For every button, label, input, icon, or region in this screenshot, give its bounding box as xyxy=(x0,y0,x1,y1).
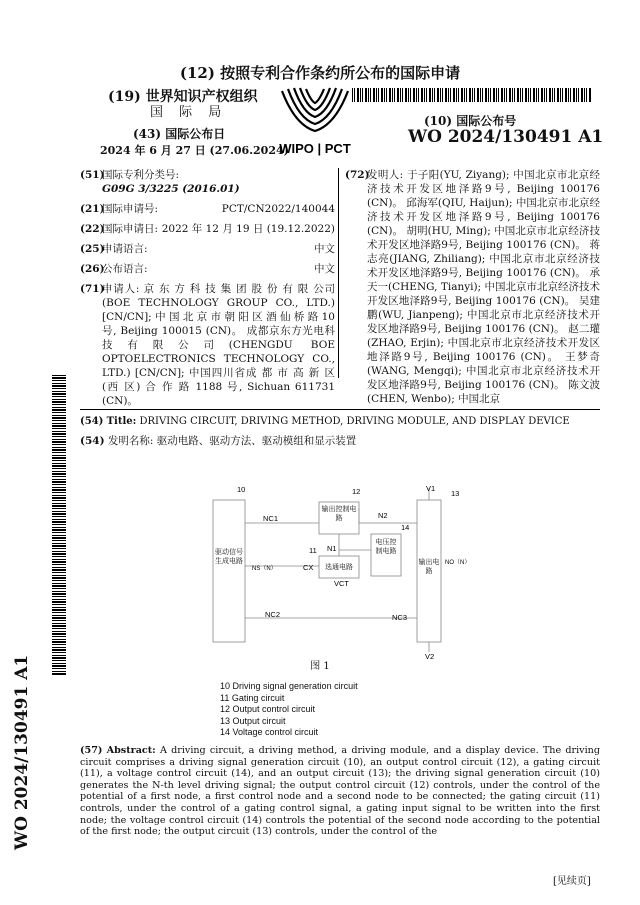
figure-legend xyxy=(220,681,358,739)
svg-text:NS（N）: NS（N） xyxy=(252,566,277,572)
legend-item: 11 Gating circuit xyxy=(220,692,285,703)
pub-number-label: (10) 国际公布号 xyxy=(424,114,517,128)
legend-item: 14 Voltage control circuit xyxy=(220,727,319,737)
inventors-field: (72) 发明人: 于子阳(YU, Ziyang); 中国北京市北京经济技术开发区地泽路9号, Beijing 100176 (CN)。 邱海军(QIU, Haijun); 中国北京市北京经济技术开发区地泽路9号, Beijing 100176 (CN)。 胡明(HU, Ming); 中国北京市北京经济技术开发区地泽路9号, Beijing 100176 (CN)。 蒋志亮(JIANG, Zhiliang); 中国北京市北京经济技术开发区地泽路9号, Beijing 100176 (CN)。 承天一(CHENG, Tianyi); 中国北京市北京经济技术开发区地泽路9号, Beijing 100176 (CN)。 吴建鹏(WU, Jianpeng); 中国北京市北京经济技术开发区地泽路9号, Beijing 100176 (CN)。 赵二瓘(ZHAO, Erjin); 中国北京市北京经济技术开发区地泽路9号, Beijing 100176 (CN)。 王梦奇(WANG, Mengqi); 中国北京市北京经济技术开发区地泽路9号, Beijing 100176 (CN)。 陈文波(CHEN, Wenbo); 中国北京 xyxy=(345,169,601,405)
svg-text:10: 10 xyxy=(237,485,246,494)
field-25: (25) 申请语言: 中文 xyxy=(80,243,335,255)
legend-item: 12 Output control circuit xyxy=(220,704,316,714)
column-divider xyxy=(338,168,339,378)
publication-barcode xyxy=(352,88,592,102)
field-21: (21) 国际申请号: PCT/CN2022/140044 xyxy=(80,203,335,215)
pub-number-value: WO 2024/130491 A1 xyxy=(408,127,604,147)
voltage-control-label: 电压控制电路 xyxy=(375,539,397,555)
svg-text:N2: N2 xyxy=(378,511,388,520)
field-51: (51) 国际专利分类号: G09G 3/3225 (2016.01) xyxy=(80,169,240,195)
field-22: (22) 国际申请日: 2022 年 12 月 19 日 (19.12.2022) xyxy=(80,223,335,235)
abstract: (57) Abstract: A driving circuit, a driving method, a driving module, and a display device. The driving circuit comprises a driving signal generation circuit (10), an output control circuit (12), a gating circuit (11), a voltage control circuit (14), and an output circuit (13); the driving signal generation circuit (10) generates the N-th level driving signal; the output control circuit (12) controls, under the control of the potential of a first node, a first control node and a second node to be connected; the gating circuit (11) controls, under the control of a gating control signal, a gating input signal to be written into the first node; the voltage control circuit (14) controls the potential of the second node according to the potential of the first node; the output circuit (13) controls, under the control of the xyxy=(80,745,600,838)
pub-date-label: (43) 国际公布日 xyxy=(133,127,226,141)
field-26: (26) 公布语言: 中文 xyxy=(80,263,335,275)
svg-text:V2: V2 xyxy=(425,652,435,661)
title-english: (54) Title: DRIVING CIRCUIT, DRIVING METHOD, DRIVING MODULE, AND DISPLAY DEVICE xyxy=(80,416,570,427)
document-type: (12) 按照专利合作条约所公布的国际申请 xyxy=(179,64,461,82)
output-label: 输出电路 xyxy=(418,559,440,575)
svg-text:N1: N1 xyxy=(327,544,337,553)
legend-item: 13 Output circuit xyxy=(220,715,286,726)
org-subname: 国 际 局 xyxy=(150,105,228,120)
circuit-diagram xyxy=(195,478,470,678)
svg-text:12: 12 xyxy=(352,487,361,496)
svg-text:NO（N）: NO（N） xyxy=(445,560,470,566)
svg-text:V1: V1 xyxy=(426,484,436,493)
svg-text:14: 14 xyxy=(401,523,410,532)
svg-text:WIPO | PCT: WIPO | PCT xyxy=(279,141,351,156)
svg-text:11: 11 xyxy=(309,546,317,555)
field-71: (71) 申请人: 京 东 方 科 技 集 团 股 份 有 限 公司(BOE TECHNOLOGY GROUP CO., LTD.) [CN/CN]; 中 国 北 京 市 朝 阳 区 酒 仙 桥 路 10 号, Beijing 100015 (CN)。 成都京东方光电科技有限公司(CHENGDU BOE OPTOELECTRONICS TECHNOLOGY CO., LTD.) [CN/CN]; 中国四川省成 都 市 高 新 区 (西 区) 合 作 路 1188 号, Sichuan 611731 (CN)。 xyxy=(80,283,335,407)
org-name: (19) 世界知识产权组织 xyxy=(108,89,258,105)
figure-caption: 图 1 xyxy=(310,661,330,672)
svg-text:NC2: NC2 xyxy=(265,610,281,619)
svg-text:VCT: VCT xyxy=(334,579,349,588)
output-control-label: 输出控制电路 xyxy=(321,506,357,522)
svg-text:NC1: NC1 xyxy=(263,514,279,523)
svg-text:CX: CX xyxy=(303,563,314,572)
continued-note: [见续页] xyxy=(553,876,591,887)
section-divider xyxy=(80,409,600,410)
gating-label: 选通电路 xyxy=(325,564,353,571)
pub-date-value: 2024 年 6 月 27 日 (27.06.2024) xyxy=(100,144,289,157)
driving-signal-label: 驱动信号生成电路 xyxy=(215,549,243,565)
svg-text:13: 13 xyxy=(451,489,460,498)
side-barcode xyxy=(52,375,66,675)
bibliographic-fields xyxy=(80,168,335,414)
title-chinese: (54) 发明名称: 驱动电路、驱动方法、驱动模组和显示装置 xyxy=(80,435,357,447)
svg-text:NC3: NC3 xyxy=(392,613,408,622)
legend-item: 10 Driving signal generation circuit xyxy=(220,681,358,691)
side-publication-number: WO 2024/130491 A1 xyxy=(12,654,32,850)
